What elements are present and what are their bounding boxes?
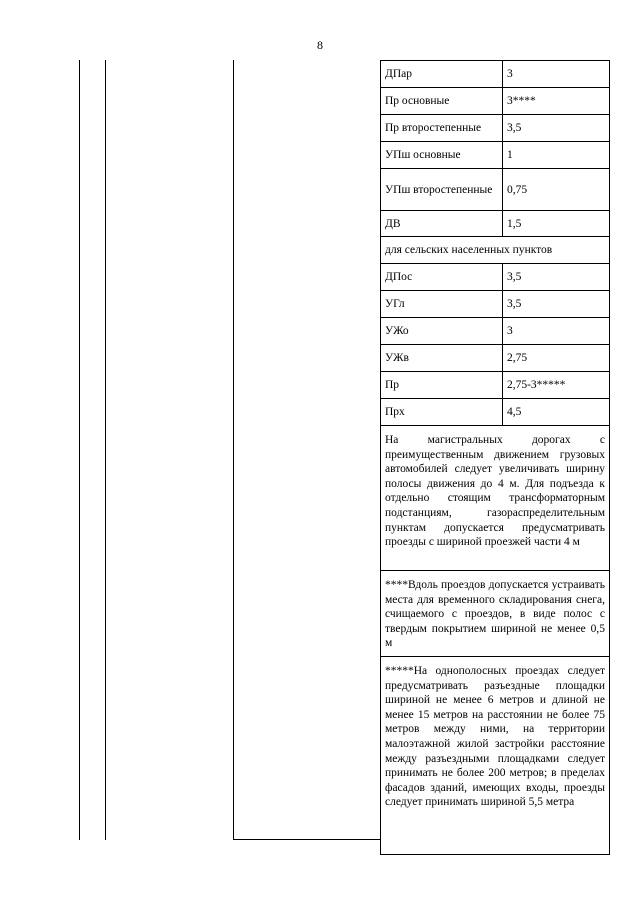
table-row bbox=[381, 318, 610, 345]
param-value: 3,5 bbox=[502, 115, 609, 142]
param-name: УПш второстепенные bbox=[381, 169, 503, 211]
table-row bbox=[381, 115, 610, 142]
param-value: 1,5 bbox=[502, 211, 609, 237]
param-name: УЖв bbox=[381, 345, 503, 372]
param-value: 1 bbox=[502, 142, 609, 169]
note-trucks: На магистральных дорогах с преимущественным движением грузовых автомобилей следует увеличивать ширину полосы движения до 4 м. Для подъезда к отдельно стоящим трансформаторным подстанциям, газораспределительным пунктам допускается предусматривать проезды с шириной проезжей части 4 м bbox=[381, 426, 610, 571]
table-row bbox=[381, 345, 610, 372]
table-row bbox=[381, 571, 610, 657]
param-value: 3 bbox=[502, 318, 609, 345]
table-bottom-border bbox=[233, 839, 381, 840]
table-row bbox=[381, 372, 610, 399]
param-name: УЖо bbox=[381, 318, 503, 345]
param-name: УПш основные bbox=[381, 142, 503, 169]
param-name: Пр основные bbox=[381, 88, 503, 115]
param-name: Пр bbox=[381, 372, 503, 399]
parameters-table bbox=[380, 60, 610, 855]
page-number: 8 bbox=[317, 38, 323, 52]
table-row bbox=[381, 399, 610, 426]
column-border-3 bbox=[233, 60, 234, 840]
param-value: 3,5 bbox=[502, 291, 609, 318]
param-name: ДВ bbox=[381, 211, 503, 237]
table-row bbox=[381, 211, 610, 237]
table-row bbox=[381, 237, 610, 264]
table-row bbox=[381, 169, 610, 211]
param-value: 3,5 bbox=[502, 264, 609, 291]
param-value: 3**** bbox=[502, 88, 609, 115]
table-row bbox=[381, 426, 610, 571]
param-name: Прх bbox=[381, 399, 503, 426]
param-value: 2,75-3***** bbox=[502, 372, 609, 399]
param-value: 3 bbox=[502, 61, 609, 88]
param-value: 0,75 bbox=[502, 169, 609, 211]
param-value: 2,75 bbox=[502, 345, 609, 372]
table-row bbox=[381, 61, 610, 88]
note-snow-storage: ****Вдоль проездов допускается устраивать места для временного складирования снега, счищаемого с проездов, в виде полос с твердым покрытием шириной не менее 0,5 м bbox=[381, 571, 610, 657]
param-name: Пр второстепенные bbox=[381, 115, 503, 142]
param-value: 4,5 bbox=[502, 399, 609, 426]
table-row bbox=[381, 88, 610, 115]
param-name: УГл bbox=[381, 291, 503, 318]
param-name: ДПар bbox=[381, 61, 503, 88]
table-row bbox=[381, 142, 610, 169]
param-name: ДПос bbox=[381, 264, 503, 291]
table-row bbox=[381, 291, 610, 318]
column-border-1 bbox=[79, 60, 80, 840]
rural-section-header: для сельских населенных пунктов bbox=[381, 237, 610, 264]
table-row bbox=[381, 264, 610, 291]
note-passing-places: *****На однополосных проездах следует предусматривать разъездные площадки шириной не менее 6 метров и длиной не менее 15 метров на расстоянии не более 75 метров между ними, на территории малоэтажной жилой застройки расстояние между разъездными площадками следует принимать не более 200 метров; в пределах фасадов зданий, имеющих входы, проезды следует принимать шириной 5,5 метра bbox=[381, 657, 610, 855]
column-border-2 bbox=[105, 60, 106, 840]
table-row bbox=[381, 657, 610, 855]
